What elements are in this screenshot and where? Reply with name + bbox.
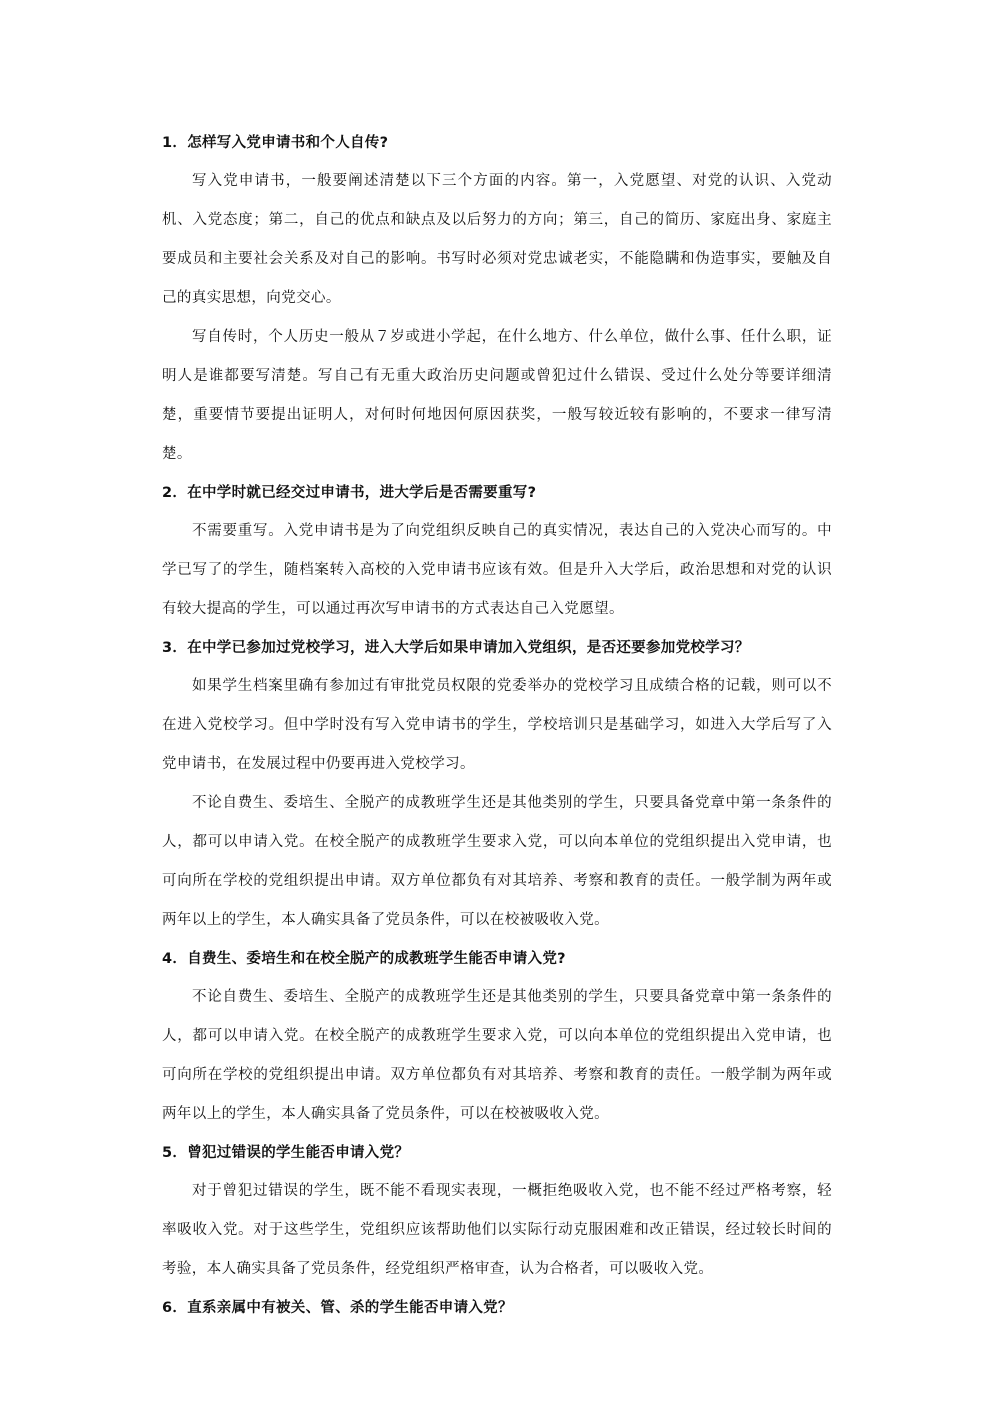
paragraph: 如果学生档案里确有参加过有审批党员权限的党委举办的党校学习且成绩合格的记载，则可以不在进入党校学习。但中学时没有写入党申请书的学生，学校培训只是基础学习，如进入大学后写了入党申请书，在发展过程中仍要再进入党校学习。 [162, 678, 832, 772]
question-heading: 1．怎样写入党申请书和个人自传? [162, 135, 389, 151]
paragraph: 写入党申请书，一般要阐述清楚以下三个方面的内容。第一，入党愿望、对党的认识、入党动机、入党态度；第二，自己的优点和缺点及以后努力的方向；第三，自己的简历、家庭出身、家庭主要成员和主要社会关系及对自己的影响。书写时必须对党忠诚老实，不能隐瞒和伪造事实，要触及自己的真实思想，向党交心。 [162, 173, 832, 306]
section-3 [162, 629, 832, 940]
section-6 [162, 1289, 832, 1327]
section-4 [162, 940, 832, 1134]
paragraph: 写自传时，个人历史一般从７岁或进小学起，在什么地方、什么单位，做什么事、任什么职，证明人是谁都要写清楚。写自己有无重大政治历史问题或曾犯过什么错误、受过什么处分等要详细清楚，重要情节要提出证明人，对何时何地因何原因获奖，一般写较近较有影响的，不要求一律写清楚。 [162, 329, 832, 462]
paragraph: 对于曾犯过错误的学生，既不能不看现实表现，一概拒绝吸收入党，也不能不经过严格考察，轻率吸收入党。对于这些学生，党组织应该帮助他们以实际行动克服困难和改正错误，经过较长时间的考验，本人确实具备了党员条件，经党组织严格审查，认为合格者，可以吸收入党。 [162, 1183, 832, 1277]
document-page [162, 124, 832, 1327]
paragraph: 不论自费生、委培生、全脱产的成教班学生还是其他类别的学生，只要具备党章中第一条条件的人，都可以申请入党。在校全脱产的成教班学生要求入党，可以向本单位的党组织提出入党申请，也可向所在学校的党组织提出申请。双方单位都负有对其培养、考察和教育的责任。一般学制为两年或两年以上的学生，本人确实具备了党员条件，可以在校被吸收入党。 [162, 989, 832, 1122]
question-heading: 6．直系亲属中有被关、管、杀的学生能否申请入党？ [162, 1300, 513, 1316]
question-heading: 5．曾犯过错误的学生能否申请入党？ [162, 1145, 410, 1161]
paragraph: 不需要重写。入党申请书是为了向党组织反映自己的真实情况，表达自己的入党决心而写的。中学已写了的学生，随档案转入高校的入党申请书应该有效。但是升入大学后，政治思想和对党的认识有较大提高的学生，可以通过再次写申请书的方式表达自己入党愿望。 [162, 523, 832, 617]
question-heading: 3．在中学已参加过党校学习，进入大学后如果申请加入党组织，是否还要参加党校学习？ [162, 640, 750, 656]
section-2 [162, 474, 832, 629]
question-heading: 4．自费生、委培生和在校全脱产的成教班学生能否申请入党? [162, 951, 566, 967]
question-heading: 2．在中学时就已经交过申请书，进大学后是否需要重写? [162, 485, 537, 501]
paragraph: 不论自费生、委培生、全脱产的成教班学生还是其他类别的学生，只要具备党章中第一条条件的人，都可以申请入党。在校全脱产的成教班学生要求入党，可以向本单位的党组织提出入党申请，也可向所在学校的党组织提出申请。双方单位都负有对其培养、考察和教育的责任。一般学制为两年或两年以上的学生，本人确实具备了党员条件，可以在校被吸收入党。 [162, 795, 832, 928]
section-1 [162, 124, 832, 474]
section-5 [162, 1134, 832, 1289]
